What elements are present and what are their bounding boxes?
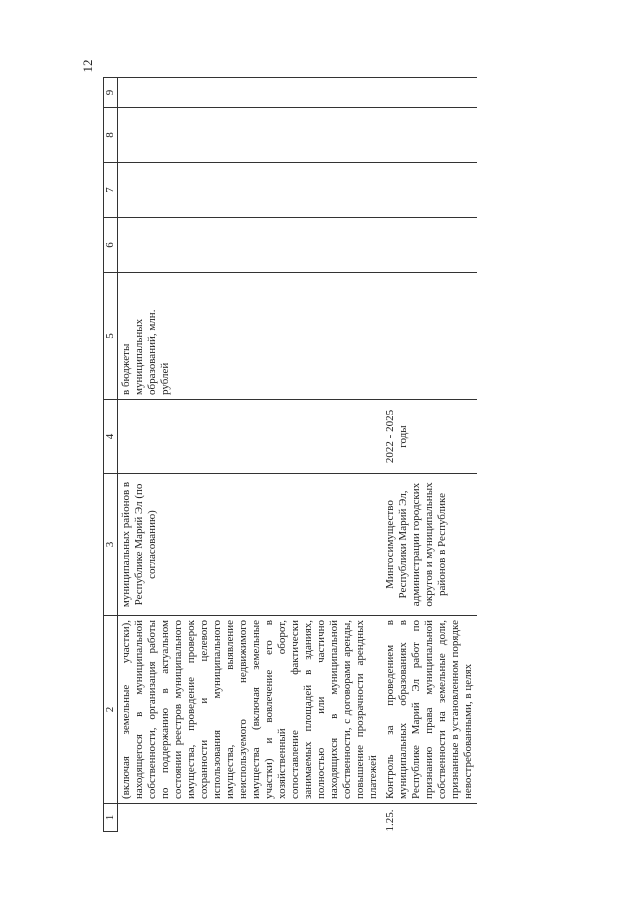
row-number	[118, 804, 383, 832]
col-header-2: 2	[104, 616, 118, 804]
rotated-table-sheet	[103, 78, 535, 832]
col-header-6: 6	[104, 218, 118, 273]
column-number-row	[104, 78, 118, 832]
page-number: 12	[80, 59, 95, 73]
col-header-8: 8	[104, 108, 118, 163]
row-col6	[118, 218, 383, 273]
table-row	[382, 78, 477, 832]
row-col6	[382, 218, 477, 273]
row-col9	[118, 78, 383, 108]
row-col8	[382, 108, 477, 163]
col-header-3: 3	[104, 474, 118, 616]
col-header-9: 9	[104, 78, 118, 108]
col-header-1: 1	[104, 804, 118, 832]
row-source: в бюджеты муниципальных образований, млн. рублей	[118, 273, 383, 400]
row-description: Контроль за проведением в муниципальных образованиях в Республике Марий Эл работ по признанию права муниципальной собственности на земельные доли, признанные в установленном порядке невостребованными, в целях	[382, 616, 477, 804]
plan-table	[103, 77, 477, 832]
col-header-7: 7	[104, 163, 118, 218]
row-col9	[382, 78, 477, 108]
col-header-4: 4	[104, 400, 118, 474]
row-executor: Мингосимущество Республики Марий Эл, администрации городских округов и муниципальных районов в Республике	[382, 474, 477, 616]
col-header-5: 5	[104, 273, 118, 400]
table-row	[118, 78, 383, 832]
row-executor: муниципальных районов в Республике Марий Эл (по согласованию)	[118, 474, 383, 616]
row-col7	[118, 163, 383, 218]
row-number: 1.25.	[382, 804, 477, 832]
row-period	[118, 400, 383, 474]
row-period: 2022 - 2025 годы	[382, 400, 477, 474]
row-col7	[382, 163, 477, 218]
row-source	[382, 273, 477, 400]
row-description: (включая земельные участки), находящегося в муниципальной собственности, организация работы по поддержанию в актуальном состоянии реестров муниципального имущества, проведение проверок сохранности и целевого использования муниципального имущества, выявление неиспользуемого недвижимого имущества (включая земельные участки) и вовлечение его в хозяйственный оборот, сопоставление фактически занимаемых площадей в зданиях, полностью или частично находящихся в муниципальной собственности, с договорами аренды, повышение прозрачности арендных платежей	[118, 616, 383, 804]
row-col8	[118, 108, 383, 163]
